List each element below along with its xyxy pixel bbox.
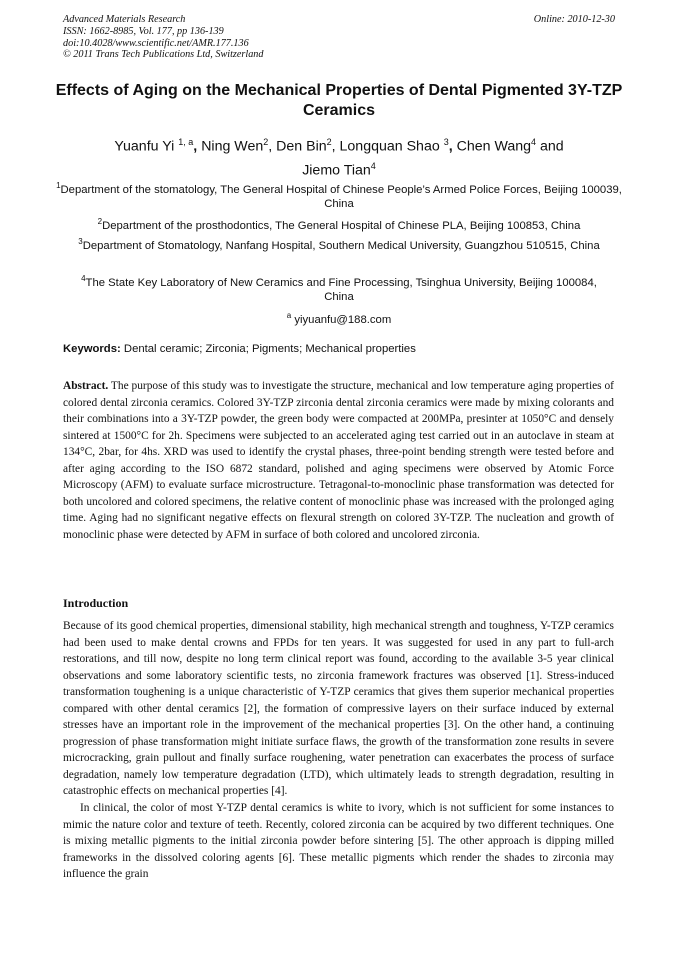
introduction-paragraph-1: Because of its good chemical properties, dimensional stability, high mechanical strength and toughness, Y-TZP ceramics had been used to make dental crowns and FPDs for ten years. It was suggested for used in any part to full-arch restorations, and till now, despite no long term clinical report was found, according to the available 3-5 year clinical observations and some laboratory scientific tests, no zirconia framework fractures was observed [1]. Stress-induced transformation toughening is a unique characteristic of Y-TZP ceramics that gives them superior mechanical properties compared with other dental ceramics [2], the formation of compressive layers on their surface induced by external stresses have an important role in the improvement of the mechanical properties [3]. On the other hand, a continuing progression of phase transformation might initiate surface flaws, the growth of the transformation zone results in severe microcracking, grain pullout and finally surface roughening, water penetration can exacerbates the process of surface degradation, namely low temperature degradation (LTD), which ultimately leads to strength degradation, resulting in catastrophic effects on mechanical properties [4]. — [63, 620, 614, 798]
affiliation-1 — [48, 179, 630, 212]
paper-title: Effects of Aging on the Mechanical Properties of Dental Pigmented 3Y-TZP Ceramics — [55, 82, 623, 119]
author-name: Ning Wen — [201, 138, 264, 155]
author-name: Longquan Shao — [339, 138, 440, 155]
email-mark: a — [286, 311, 292, 320]
introduction-heading: Introduction — [63, 596, 129, 610]
author-email — [48, 309, 630, 327]
journal-name: Advanced Materials Research — [63, 14, 186, 25]
author-name: Chen Wang — [456, 138, 532, 155]
affiliation-2 — [48, 215, 630, 233]
affiliation-mark: 3 — [78, 237, 83, 246]
keywords — [63, 343, 416, 355]
author-name: Yuanfu Yi — [114, 138, 175, 155]
affiliation-mark: 2 — [97, 217, 103, 226]
introduction-paragraph-2: In clinical, the color of most Y-TZP dental ceramics is white to ivory, which is not sufficient for some instances to mimic the nature color and texture of teeth. Recently, colored zirconia can be acquired by two different techniques. One is mixing metallic pigments to the initial zirconia powder before sintering [5]. The other approach is dipping milled frameworks in the dissolved coloring agents [6]. These metallic pigments which render the shades to zirconia may influence the grain — [63, 802, 614, 881]
affiliation-3 — [48, 235, 630, 253]
keywords-text: Dental ceramic; Zirconia; Pigments; Mechanical properties — [123, 343, 416, 355]
affiliation-mark: 4 — [81, 274, 86, 283]
affiliation-text: Department of the prosthodontics, The General Hospital of Chinese PLA, Beijing 100853, China — [102, 219, 581, 232]
doi-line: doi:10.4028/www.scientific.net/AMR.177.136 — [63, 37, 249, 49]
copyright-line: © 2011 Trans Tech Publications Ltd, Switzerland — [63, 49, 264, 61]
author-affil-mark: 1, a — [178, 137, 194, 147]
abstract-label: Abstract. — [63, 380, 109, 392]
abstract-text: The purpose of this study was to investigate the structure, mechanical and low temperature aging properties of colored dental zirconia ceramics. Colored 3Y-TZP zirconia dental zirconia ceramics were made by mixing colorants and their combinations into a 3Y-TZP powder, the green body were compacted at 200MPa, presinter at 1050°C and densely sintered at 1500°C for 2h. Specimens were subjected to an accelerated aging test carried out in an autoclave in steam at 134°C, 2bar, for 4hs. XRD was used to identify the crystal phases, three-point bending strength were tested before and after aging according to the ISO 6872 standard, polished and aging specimens were observed by Atomic Force Microscopy (AFM) to evaluate surface microstructure. Tetragonal-to-monoclinic phase transformation was detected for both uncolored and colored specimens, the relative content of monoclinic phase was increased with the prolonged aging time. Aging had no significant negative effects on flexural strength on colored 3Y-TZP. The nucleation and growth of monoclinic phase were detected by AFM in surface of both colored and uncolored zirconia. — [63, 380, 614, 541]
author-affil-mark: 3 — [443, 137, 449, 147]
author-conjunction: and — [539, 138, 564, 155]
email-address: yiyuanfu@188.com — [294, 313, 392, 326]
keywords-label: Keywords: — [63, 343, 121, 355]
author-name: Jiemo Tian — [302, 162, 371, 179]
author-affil-mark: 4 — [531, 137, 537, 147]
affiliation-mark: 1 — [56, 181, 61, 190]
author-name: Den Bin — [276, 138, 327, 155]
affiliation-4 — [80, 272, 598, 305]
affiliation-text: Department of Stomatology, Nanfang Hospital, Southern Medical University, Guangzhou 510515, China — [82, 239, 600, 252]
author-affil-mark: 2 — [263, 137, 269, 147]
online-date: Online: 2010-12-30 — [533, 14, 615, 25]
abstract — [63, 378, 614, 543]
author-affil-mark: 4 — [370, 160, 376, 171]
affiliation-text: The State Key Laboratory of New Ceramics and Fine Processing, Tsinghua University, Beijing 100084, China — [85, 276, 597, 304]
author-affil-mark: 2 — [326, 137, 332, 147]
journal-header — [63, 14, 393, 61]
introduction-body — [63, 618, 614, 883]
author-list: Yuanfu Yi $^{1, a}$, Ning Wen$^2$, Den Bin$^2$, Longquan Shao $^3$, Chen Wang$^4$ and Jiemo Tian$^4$ — [114, 137, 564, 179]
affiliation-text: Department of the stomatology, The General Hospital of Chinese People’s Armed Police Forces, Beijing 100039, China — [60, 183, 622, 211]
issn-line: ISSN: 1662-8985, Vol. 177, pp 136-139 — [63, 25, 224, 37]
